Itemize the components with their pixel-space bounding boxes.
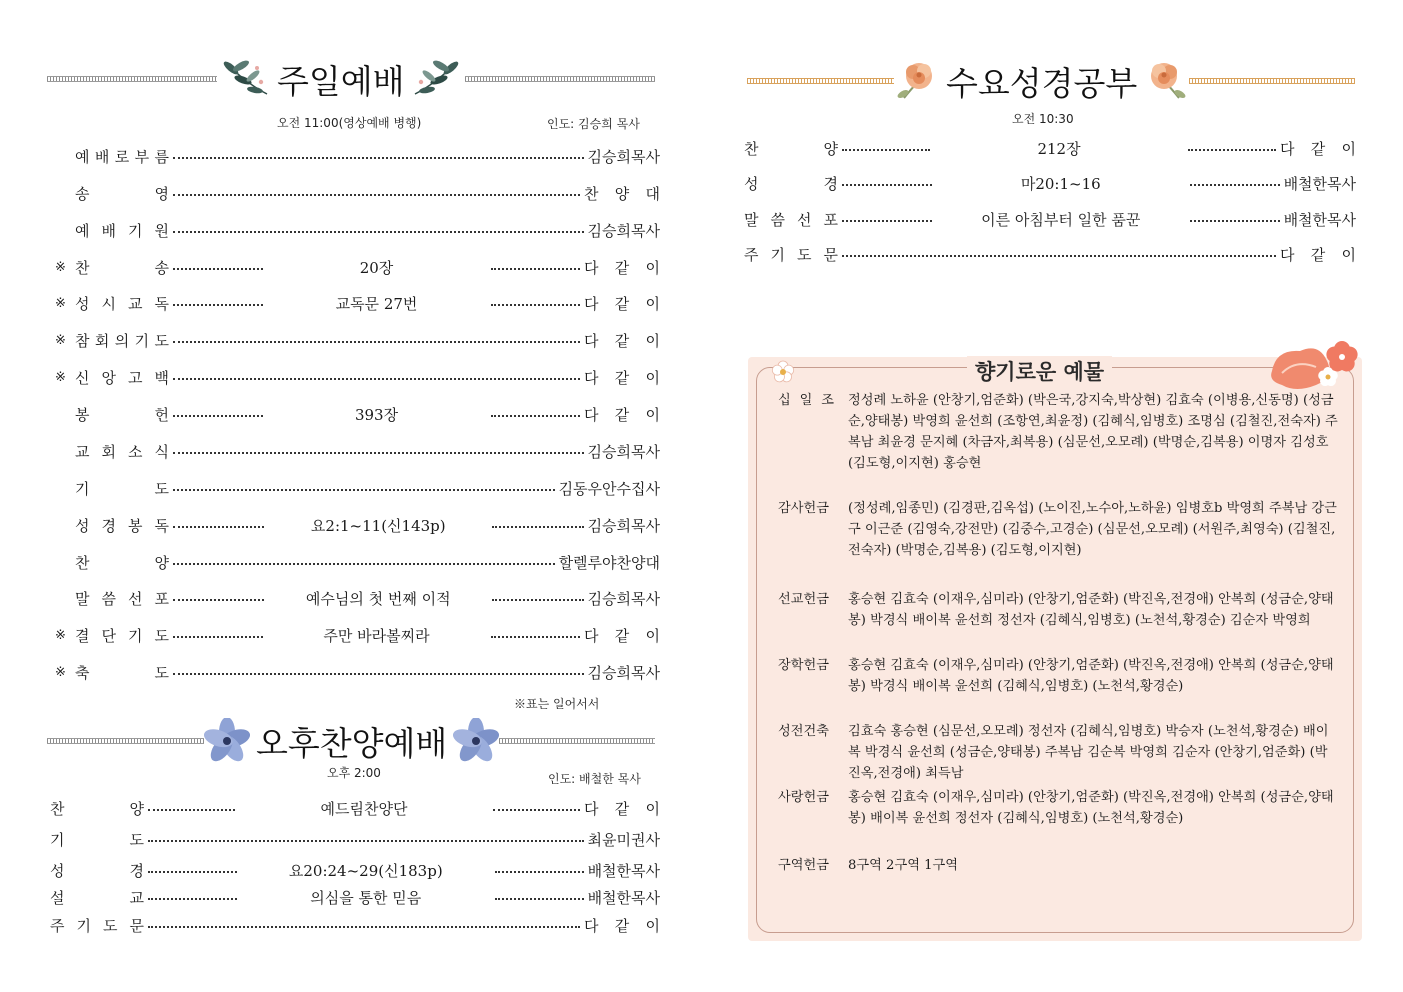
standing-mark: ※: [55, 295, 66, 311]
order-label: 예 배 로 부 름: [75, 147, 169, 166]
order-row: [744, 242, 1356, 266]
order-label: 찬 양: [50, 799, 144, 818]
leader-dots: [173, 194, 580, 196]
order-person: 다 같 이: [584, 368, 660, 387]
order-row: [744, 171, 1356, 195]
leader-dots: [173, 157, 584, 159]
order-row: [744, 207, 1356, 231]
order-person: 배철한목사: [587, 861, 661, 880]
order-row: [50, 827, 660, 851]
order-row: [75, 218, 660, 242]
order-detail: 20장: [359, 258, 394, 277]
leader-dots: [148, 871, 237, 873]
leader-dots: [148, 898, 237, 900]
standing-mark: ※: [55, 369, 66, 385]
service-leader: 인도: 배철한 목사: [548, 772, 641, 786]
leader-dots: [492, 526, 583, 528]
service-time: 오전 10:30: [1012, 112, 1074, 126]
leader-dots: [173, 341, 580, 343]
divider: [747, 78, 894, 84]
order-person: 김승희목사: [587, 516, 661, 535]
leader-dots: [173, 599, 264, 601]
order-detail: 예드림찬양단: [320, 799, 408, 818]
order-detail: 마20:1~16: [1020, 174, 1101, 193]
order-person: 다 같 이: [584, 405, 660, 424]
order-label: 기 도: [50, 830, 144, 849]
order-row: [55, 291, 660, 315]
offering-label: 장학헌금: [778, 658, 829, 673]
offering-row: [778, 498, 1338, 561]
standing-mark: ※: [55, 259, 66, 275]
order-person: 김승희목사: [587, 663, 660, 682]
order-person: 최윤미권사: [587, 830, 660, 849]
leaf-branch-icon: [411, 54, 465, 104]
order-label: 신 앙 고 백: [75, 368, 169, 387]
order-row: [50, 913, 660, 937]
leader-dots: [495, 871, 584, 873]
leader-dots: [148, 926, 580, 928]
service-time: 오후 2:00: [327, 766, 381, 780]
order-row: [55, 660, 660, 684]
order-person: 다 같 이: [584, 258, 660, 277]
leader-dots: [148, 840, 584, 842]
order-person: 할렐루야찬양대: [558, 553, 660, 572]
standing-mark: ※: [55, 332, 66, 348]
order-label: 성 경: [50, 861, 144, 880]
divider: [47, 738, 204, 744]
afternoon-header: [47, 716, 655, 766]
leader-dots: [173, 526, 264, 528]
leader-dots: [842, 255, 1276, 257]
order-row: [744, 136, 1356, 160]
order-person: 배철한목사: [1283, 174, 1357, 193]
leader-dots: [1190, 220, 1280, 222]
order-person: 다 같 이: [584, 294, 660, 313]
order-row: [50, 858, 660, 882]
order-row: [55, 255, 660, 279]
flower-icon: [204, 718, 250, 764]
order-row: [75, 586, 660, 610]
wednesday-header: [747, 56, 1355, 106]
divider: [47, 76, 217, 82]
divider: [1189, 78, 1355, 84]
order-label: 주 기 도 문: [50, 916, 144, 935]
order-detail: 393장: [354, 405, 399, 424]
order-label: 예 배 기 원: [75, 221, 169, 240]
order-person: 배철한목사: [1283, 210, 1357, 229]
order-person: 김승희목사: [587, 589, 661, 608]
offering-row: [778, 390, 1338, 474]
order-label: 송 영: [75, 184, 169, 203]
divider: [499, 738, 655, 744]
offerings-title: 향기로운 예물: [967, 356, 1112, 386]
order-label: 참 회 의 기 도: [75, 331, 169, 350]
order-detail: 예수님의 첫 번째 이적: [305, 589, 451, 608]
order-person: 김승희목사: [587, 442, 660, 461]
order-label: 교 회 소 식: [75, 442, 169, 461]
leader-dots: [173, 378, 580, 380]
order-label: 성 경: [744, 174, 838, 193]
order-row: [50, 796, 660, 820]
order-label: 성 경 봉 독: [75, 516, 169, 535]
order-row: [75, 181, 660, 205]
standing-note: ※표는 일어서서: [514, 697, 600, 711]
offering-names: 8구역 2구역 1구역: [848, 858, 958, 873]
offering-names: (정성례,임종민) (김경판,김옥섭) (노이진,노수아,노하윤) 임병호b 박영희 주복남 강근구 이근준 (김영숙,강전만) (김중수,고경순) (심문선,오모례) (서원주,최영숙) (김철진,전숙자) (박명순,김복용) (김도형,이지현): [848, 501, 1337, 558]
offering-names: 김효숙 홍승현 (심문선,오모례) 정선자 (김혜식,임병호) 박승자 (노천석,황경순) 배이복 박경식 윤선희 (성금순,양태봉) 주복남 김순복 박영희 김순자 (안창기,엄준화) (박진옥,전경애) 최득남: [848, 724, 1329, 781]
order-person: 다 같 이: [1280, 139, 1356, 158]
order-label: 주 기 도 문: [744, 245, 838, 264]
leader-dots: [842, 220, 932, 222]
offering-label: 십 일 조: [778, 393, 834, 408]
order-label: 성 시 교 독: [75, 294, 169, 313]
sunday-header: [47, 52, 655, 106]
order-label: 봉 헌: [75, 405, 169, 424]
order-detail: 교독문 27번: [335, 294, 418, 313]
order-row: [50, 885, 660, 909]
offering-names: 홍승현 김효숙 (이재우,심미라) (안창기,엄준화) (박진옥,전경애) 안복희 (성금순,양태봉) 박경식 배이복 윤선희 정선자 (김혜식,임병호) (노천석,황경순) 김순자 박영희: [848, 592, 1334, 628]
service-leader: 인도: 김승희 목사: [547, 117, 640, 131]
leader-dots: [491, 636, 581, 638]
leader-dots: [173, 563, 555, 565]
order-label: 설 교: [50, 888, 144, 907]
standing-mark: ※: [55, 627, 66, 643]
offerings-panel: [748, 357, 1362, 941]
offering-row: [778, 655, 1338, 697]
leader-dots: [173, 304, 263, 306]
offering-label: 사랑헌금: [778, 790, 829, 805]
leader-dots: [173, 673, 584, 675]
order-row: [75, 144, 660, 168]
order-person: 김동우안수집사: [558, 479, 660, 498]
leader-dots: [173, 489, 555, 491]
offering-names: 정성례 노하윤 (안창기,엄준화) (박은국,강지숙,박상현) 김효숙 (이병용,신동명) (성금순,양태봉) 박영희 윤선희 (조항연,최윤정) (김혜식,임병호) 조명심 (김철진,전숙자) 주복남 최윤경 문지혜 (차금자,최복용) (심문선,오모례) (박명순,김복용) 이명자 김성호 (김도형,이지현) 홍승현: [848, 393, 1338, 471]
standing-mark: ※: [55, 664, 66, 680]
leaf-branch-icon: [217, 54, 271, 104]
order-detail: 212장: [1037, 139, 1081, 158]
section-title: 오후찬양예배: [256, 723, 448, 763]
order-person: 다 같 이: [584, 626, 660, 645]
offering-names: 홍승현 김효숙 (이재우,심미라) (안창기,엄준화) (박진옥,전경애) 안복희 (성금순,양태봉) 박경식 배이복 윤선희 (김혜식,임병호) (노천석,황경순): [848, 658, 1334, 694]
leader-dots: [842, 149, 930, 151]
order-person: 다 같 이: [584, 331, 660, 350]
peony-icon: [894, 58, 940, 104]
order-label: 기 도: [75, 479, 169, 498]
offering-label: 구역헌금: [778, 858, 829, 873]
order-label: 말 씀 선 포: [75, 589, 169, 608]
leader-dots: [173, 415, 263, 417]
leader-dots: [493, 809, 580, 811]
offering-label: 성전건축: [778, 724, 829, 739]
divider: [465, 76, 655, 82]
order-row: [75, 513, 660, 537]
order-person: 찬 양 대: [584, 184, 660, 203]
offering-names: 홍승현 김효숙 (이재우,심미라) (안창기,엄준화) (박진옥,전경애) 안복희 (성금순,양태봉) 배이복 윤선희 정선자 (김혜식,임병호) (노천석,황경순): [848, 790, 1334, 826]
leader-dots: [173, 268, 263, 270]
order-person: 다 같 이: [584, 799, 660, 818]
peony-icon: [1143, 58, 1189, 104]
order-row: [55, 623, 660, 647]
offering-row: [778, 787, 1338, 829]
section-title: 주일예배: [277, 61, 405, 101]
order-label: 찬 송: [75, 258, 169, 277]
small-flower-icon: [770, 359, 796, 385]
leader-dots: [842, 184, 932, 186]
leader-dots: [492, 599, 583, 601]
flower-cluster-icon: [1266, 337, 1364, 393]
order-label: 말 씀 선 포: [744, 210, 838, 229]
offering-label: 선교헌금: [778, 592, 829, 607]
flower-icon: [453, 718, 499, 764]
section-title: 수요성경공부: [946, 63, 1138, 103]
order-person: 다 같 이: [1280, 245, 1356, 264]
offering-row: [778, 589, 1338, 631]
offering-row: [778, 721, 1338, 784]
order-row: [55, 365, 660, 389]
order-detail: 이른 아침부터 일한 품꾼: [981, 210, 1141, 229]
order-label: 찬 양: [75, 553, 169, 572]
leader-dots: [1190, 184, 1280, 186]
order-row: [55, 328, 660, 352]
order-person: 배철한목사: [587, 888, 661, 907]
leader-dots: [173, 636, 263, 638]
order-row: [75, 550, 660, 574]
leader-dots: [148, 809, 235, 811]
order-person: 김승희목사: [587, 147, 660, 166]
leader-dots: [1188, 149, 1276, 151]
order-row: [75, 439, 660, 463]
offering-row: [778, 855, 1338, 876]
leader-dots: [495, 898, 584, 900]
order-detail: 의심을 통한 믿음: [310, 888, 422, 907]
leader-dots: [491, 415, 581, 417]
order-row: [75, 402, 660, 426]
order-detail: 요2:1~11(신143p): [310, 516, 446, 535]
offering-label: 감사헌금: [778, 501, 829, 516]
order-label: 축 도: [75, 663, 169, 682]
leader-dots: [491, 304, 581, 306]
leader-dots: [173, 452, 584, 454]
order-person: 다 같 이: [584, 916, 660, 935]
leader-dots: [173, 231, 584, 233]
service-time: 오전 11:00(영상예배 병행): [277, 116, 422, 130]
order-detail: 요20:24~29(신183p): [288, 861, 443, 880]
order-person: 김승희목사: [587, 221, 660, 240]
leader-dots: [491, 268, 581, 270]
order-row: [75, 476, 660, 500]
order-detail: 주만 바라볼찌라: [323, 626, 430, 645]
order-label: 찬 양: [744, 139, 838, 158]
order-label: 결 단 기 도: [75, 626, 169, 645]
